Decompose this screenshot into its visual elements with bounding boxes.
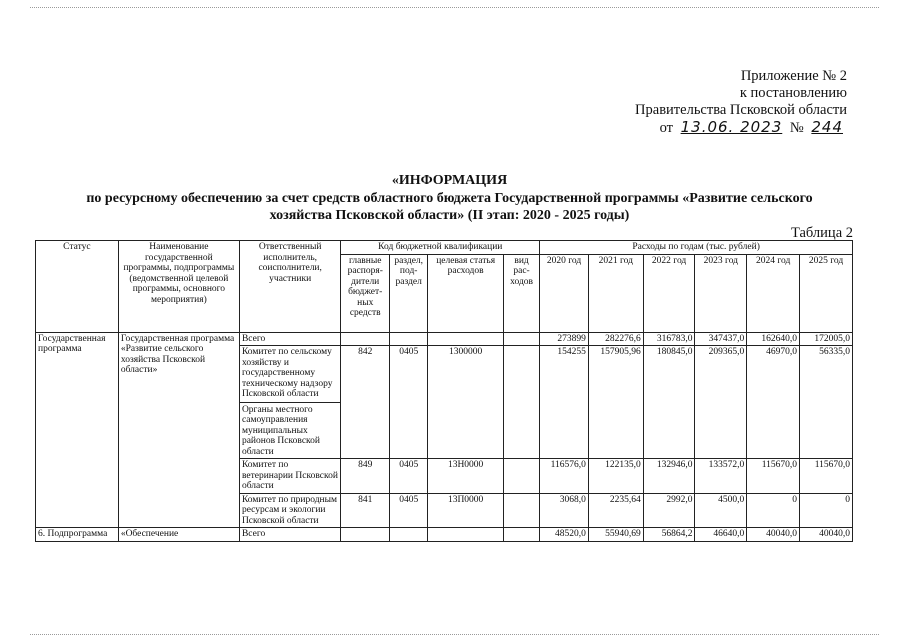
document-subtitle-line-2: хозяйства Псковской области» (II этап: 2020 - 2025 годы): [269, 208, 630, 223]
value-2021: 282276,6: [588, 332, 643, 346]
header-executor: Ответственный исполнитель, соисполнители, участники: [239, 241, 340, 333]
value-2023: 347437,0: [695, 332, 747, 346]
row-executor: Комитет по природным ресурсам и экологии Псковской области: [239, 493, 340, 528]
row-name: «Обеспечение: [118, 528, 239, 542]
scan-edge-top: [30, 7, 879, 8]
document-title: «ИНФОРМАЦИЯ: [391, 173, 508, 188]
header-year-2020: 2020 год: [540, 254, 589, 332]
row-grbs: 849: [341, 459, 390, 494]
appendix-block: [635, 68, 847, 137]
row-section: 0405: [390, 493, 428, 528]
row-type: [503, 528, 539, 542]
row-grbs: [341, 332, 390, 346]
date-prefix: от: [659, 120, 673, 136]
row-type: [503, 332, 539, 346]
row-executor: Всего: [239, 528, 340, 542]
header-year-2025: 2025 год: [800, 254, 853, 332]
value-2020: 3068,0: [540, 493, 589, 528]
row-executor: Всего: [239, 332, 340, 346]
handwritten-date: 13.06. 2023: [680, 118, 783, 136]
row-section: 0405: [390, 346, 428, 459]
row-type: [503, 493, 539, 528]
document-subtitle-line-1: по ресурсному обеспечению за счет средств областного бюджета Государственной программы «Развитие сельского: [86, 191, 813, 206]
header-expenses: Расходы по годам (тыс. рублей): [540, 241, 853, 255]
header-budget-code: Код бюджетной квалификации: [341, 241, 540, 255]
appendix-date-line: [635, 119, 847, 137]
value-2021: 157905,96: [588, 346, 643, 459]
resource-table: [35, 240, 853, 542]
value-2020: 116576,0: [540, 459, 589, 494]
row-executor: Комитет по ветеринарии Псковской области: [239, 459, 340, 494]
row-grbs: [341, 528, 390, 542]
row-target: 1300000: [428, 346, 504, 459]
value-2020: 48520,0: [540, 528, 589, 542]
value-2025: 115670,0: [800, 459, 853, 494]
table-row: [36, 332, 853, 346]
number-prefix: №: [789, 120, 804, 136]
value-2022: 2992,0: [643, 493, 695, 528]
value-2022: 316783,0: [643, 332, 695, 346]
value-2020: 154255: [540, 346, 589, 459]
header-year-2022: 2022 год: [643, 254, 695, 332]
header-year-2021: 2021 год: [588, 254, 643, 332]
executor-agriculture-committee: Комитет по сельскому хозяйству и государственному техническому надзору Псковской области: [241, 347, 333, 399]
header-grbs: главные распоря-дители бюджет-ных средств: [341, 254, 390, 332]
value-2024: 0: [747, 493, 800, 528]
row-target: 13Н0000: [428, 459, 504, 494]
table-row: [36, 528, 853, 542]
value-2023: 209365,0: [695, 346, 747, 459]
value-2021: 122135,0: [588, 459, 643, 494]
value-2024: 115670,0: [747, 459, 800, 494]
header-section: раздел, под-раздел: [390, 254, 428, 332]
appendix-line-2: к постановлению: [739, 85, 847, 101]
row-section: [390, 528, 428, 542]
row-target: 13П0000: [428, 493, 504, 528]
row-name: Государственная программа «Развитие сельского хозяйства Псковской области»: [118, 332, 239, 528]
header-name: Наименование государственной программы, подпрограммы (ведомственной целевой программы, основного мероприятия): [118, 241, 239, 333]
row-target: [428, 528, 504, 542]
table-label: Таблица 2: [790, 225, 853, 241]
row-section: [390, 332, 428, 346]
row-type: [503, 459, 539, 494]
header-year-2024: 2024 год: [747, 254, 800, 332]
handwritten-number: 244: [811, 118, 843, 136]
row-grbs: 841: [341, 493, 390, 528]
value-2025: 0: [800, 493, 853, 528]
appendix-line-3: Правительства Псковской области: [635, 102, 847, 118]
row-status: Государственная программа: [36, 332, 119, 528]
scan-edge-bottom: [30, 634, 879, 635]
header-target: целевая статья расходов: [428, 254, 504, 332]
appendix-line-1: Приложение № 2: [740, 68, 847, 84]
value-2022: 56864,2: [643, 528, 695, 542]
row-section: 0405: [390, 459, 428, 494]
row-executor: [239, 346, 340, 459]
value-2024: 162640,0: [747, 332, 800, 346]
value-2025: 40040,0: [800, 528, 853, 542]
value-2023: 4500,0: [695, 493, 747, 528]
header-type: вид рас-ходов: [503, 254, 539, 332]
value-2024: 40040,0: [747, 528, 800, 542]
value-2021: 55940,69: [588, 528, 643, 542]
value-2022: 180845,0: [643, 346, 695, 459]
row-target: [428, 332, 504, 346]
row-status: 6. Подпрограмма: [36, 528, 119, 542]
row-type: [503, 346, 539, 459]
value-2020: 273899: [540, 332, 589, 346]
header-year-2023: 2023 год: [695, 254, 747, 332]
value-2023: 46640,0: [695, 528, 747, 542]
row-grbs: 842: [341, 346, 390, 459]
value-2023: 133572,0: [695, 459, 747, 494]
value-2024: 46970,0: [747, 346, 800, 459]
header-status: Статус: [36, 241, 119, 333]
value-2022: 132946,0: [643, 459, 695, 494]
value-2021: 2235,64: [588, 493, 643, 528]
value-2025: 56335,0: [800, 346, 853, 459]
executor-local-authorities: Органы местного самоуправления муниципальных районов Псковской области: [240, 402, 340, 458]
value-2025: 172005,0: [800, 332, 853, 346]
header-row-1: [36, 241, 853, 255]
